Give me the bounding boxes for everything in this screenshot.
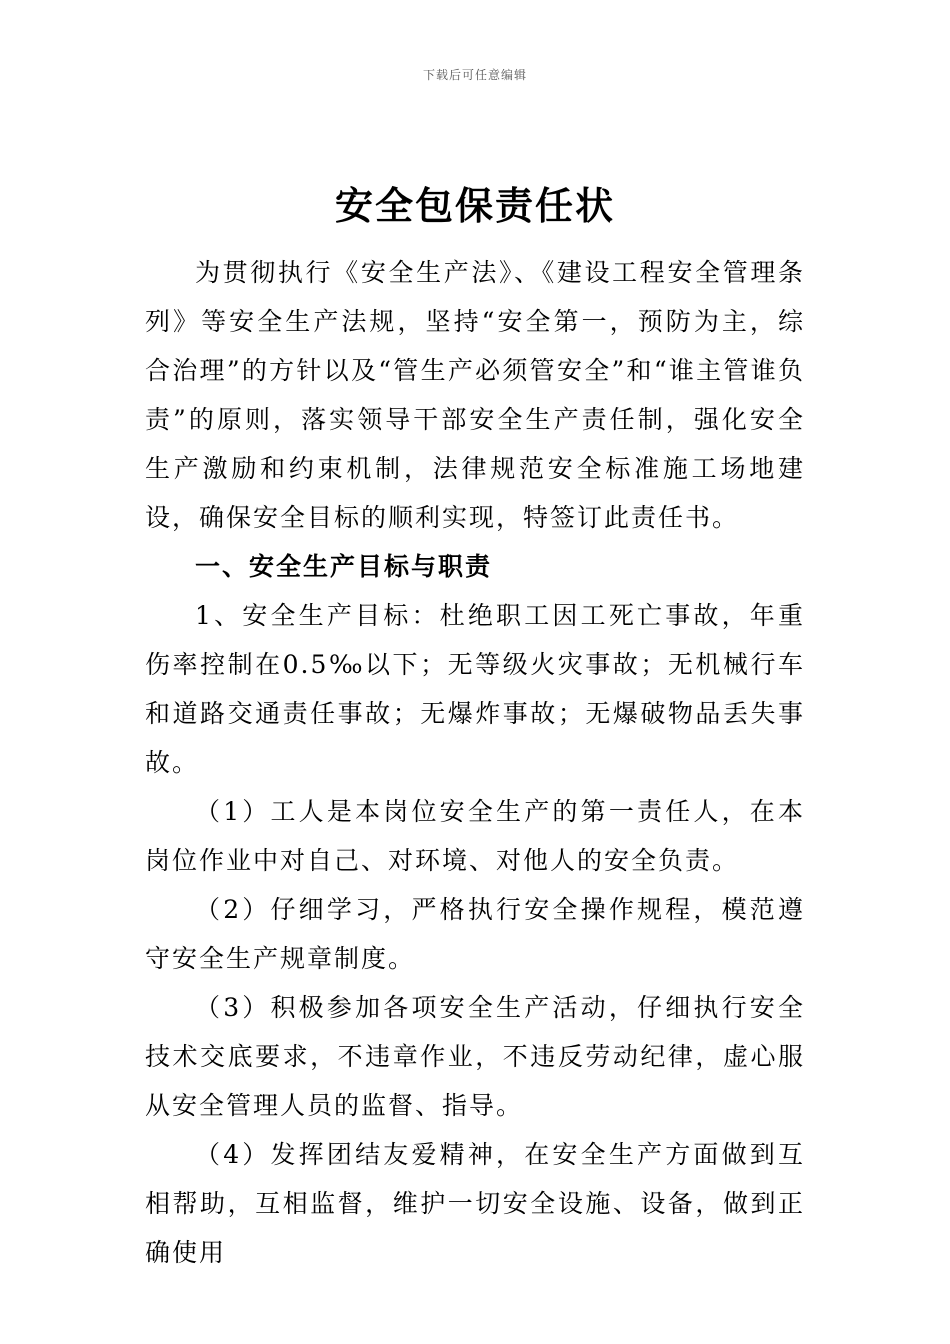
duty-item-3: （3）积极参加各项安全生产活动，仔细执行安全技术交底要求，不违章作业，不违反劳动纪律，虚心服从安全管理人员的监督、指导。 (145, 993, 805, 1120)
intro-paragraph: 为贯彻执行《安全生产法》、《建设工程安全管理条列》等安全生产法规，坚持“安全第一，预防为主，综合治理”的方针以及“管生产必须管安全”和“谁主管谁负责”的原则，落实领导干部安全生产责任制，强化安全生产激励和约束机制，法律规范安全标准施工场地建设，确保安全目标的顺利实现，特签订此责任书。 (145, 258, 805, 532)
goal-paragraph: 1、安全生产目标：杜绝职工因工死亡事故，年重伤率控制在0.5‰以下；无等级火灾事故；无机械行车和道路交通责任事故；无爆炸事故；无爆破物品丢失事故。 (145, 601, 805, 777)
duty-item-2: （2）仔细学习，严格执行安全操作规程，模范遵守安全生产规章制度。 (145, 895, 805, 973)
document-title: 安全包保责任状 (334, 183, 615, 228)
section-heading: 一、安全生产目标与职责 (195, 552, 493, 581)
duty-item-1: （1）工人是本岗位安全生产的第一责任人，在本岗位作业中对自己、对环境、对他人的安全负责。 (145, 797, 805, 875)
duty-item-4: （4）发挥团结友爱精神，在安全生产方面做到互相帮助，互相监督，维护一切安全设施、设备，做到正确使用 (145, 1140, 805, 1267)
document-body (145, 248, 805, 1277)
header-note: 下载后可任意编辑 (422, 68, 527, 82)
